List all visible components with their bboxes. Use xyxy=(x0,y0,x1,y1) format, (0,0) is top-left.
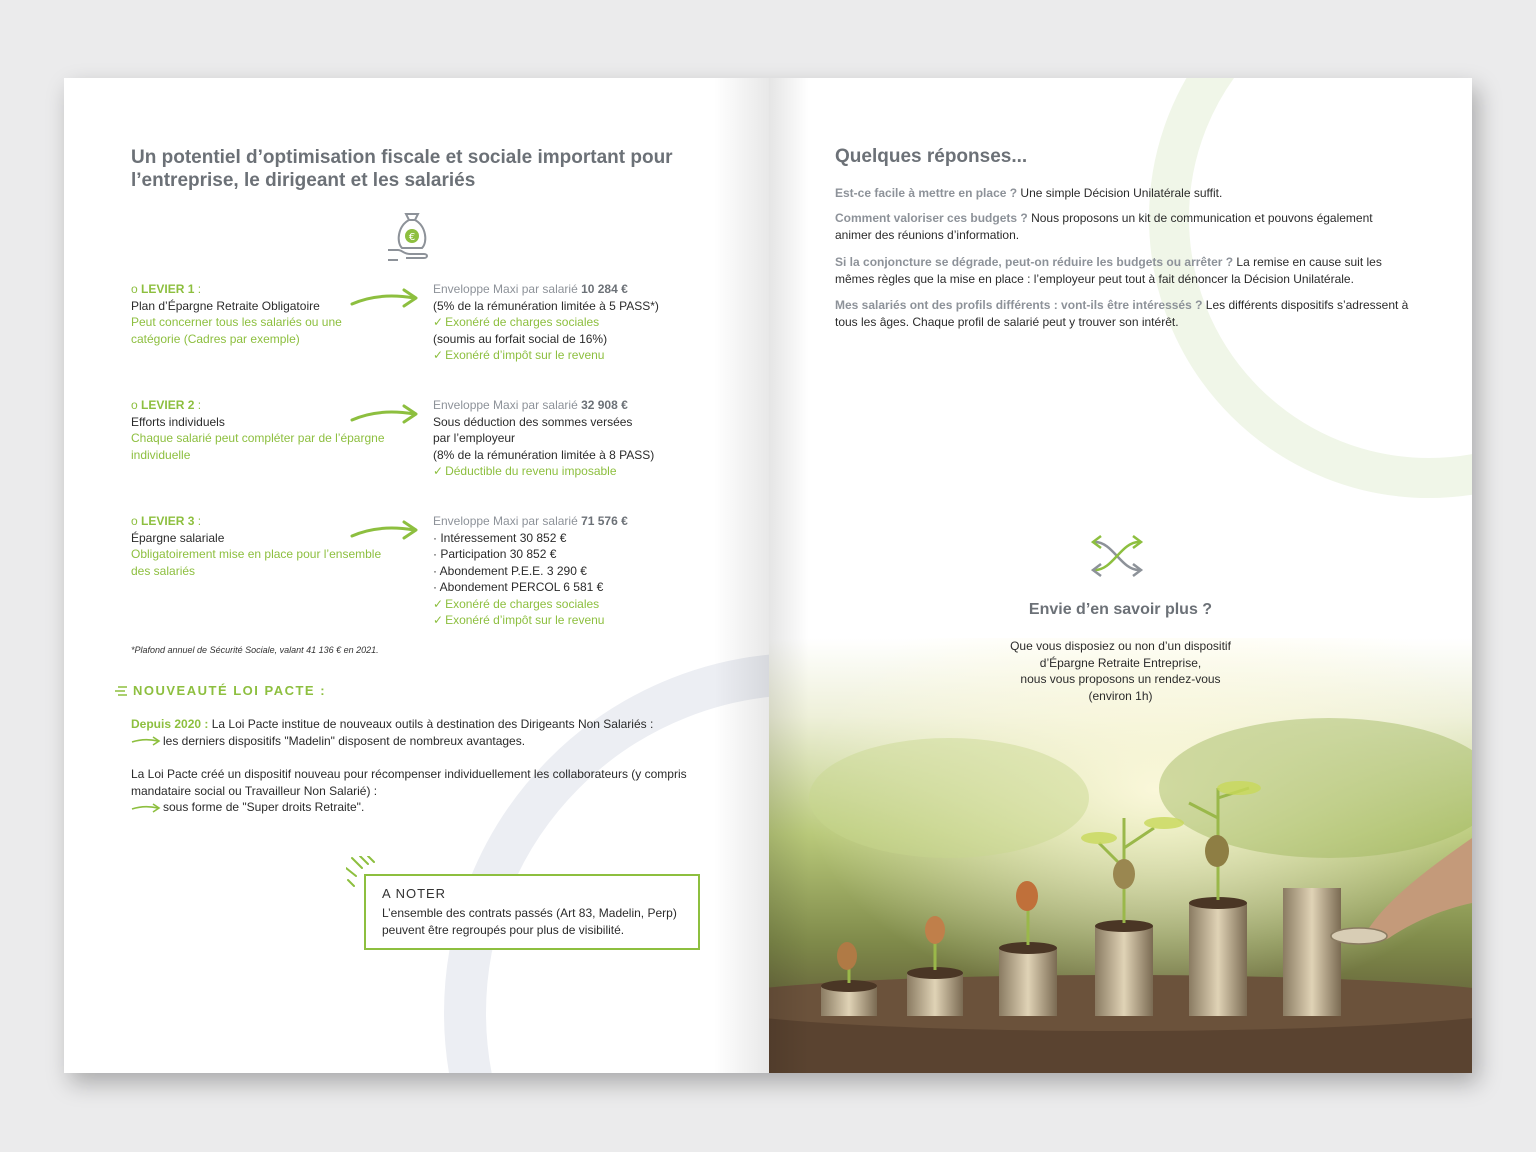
left-page xyxy=(64,78,769,1073)
footnote: *Plafond annuel de Sécurité Sociale, valant 41 136 € en 2021. xyxy=(131,645,379,655)
svg-text:€: € xyxy=(408,232,416,243)
note-box xyxy=(364,874,700,950)
checkmark-line: ✓ Exonéré de charges sociales xyxy=(433,596,733,613)
arrow-icon xyxy=(131,803,161,813)
shuffle-arrows-icon xyxy=(1091,534,1147,578)
lever-1-info: o LEVIER 1 : Plan d’Épargne Retraite Obligatoire Peut concerner tous les salariés ou une catégorie (Cadres par exemple) xyxy=(131,281,391,347)
cta-body: Que vous disposiez ou non d’un dispositif d’Épargne Retraite Entreprise, nous vous proposons un rendez-vous (environ 1h) xyxy=(1010,639,1231,703)
page-title: Quelques réponses... xyxy=(835,146,1028,167)
checkmark-line: ✓ Exonéré de charges sociales xyxy=(433,314,733,331)
page-title: Un potentiel d’optimisation fiscale et sociale important pour l’entreprise, le dirigeant et les salariés xyxy=(131,147,673,191)
arrow-icon xyxy=(131,736,161,746)
arrow-icon xyxy=(350,402,420,426)
checkmark-line: ✓ Exonéré d’impôt sur le revenu xyxy=(433,347,733,364)
arrow-icon xyxy=(350,518,420,542)
cta-title: Envie d’en savoir plus ? xyxy=(1028,601,1213,618)
checkmark-line: ✓ Déductible du revenu imposable xyxy=(433,463,733,480)
lever-name: Efforts individuels xyxy=(131,414,225,429)
checkmark-line: ✓ Exonéré d’impôt sur le revenu xyxy=(433,612,733,629)
lever-label: LEVIER 1 xyxy=(141,282,195,296)
section-heading: NOUVEAUTÉ LOI PACTE : xyxy=(114,683,326,698)
lever-label: LEVIER 2 xyxy=(141,398,195,412)
qa-item: Est-ce facile à mettre en place ? Une simple Décision Unilatérale suffit. xyxy=(835,186,1223,200)
lever-name: Plan d’Épargne Retraite Obligatoire xyxy=(131,298,320,313)
pacte-paragraph-1: Depuis 2020 : La Loi Pacte institue de nouveaux outils à destination des Dirigeants Non Salariés : les derniers dispositifs "Madelin" disposent de nombreux avantages. xyxy=(131,717,654,748)
speed-lines-icon xyxy=(114,685,128,697)
money-bag-hand-icon xyxy=(384,208,440,264)
lever-3-envelope: Enveloppe Maxi par salarié 71 576 € · Intéressement 30 852 € · Participation 30 852 € · Abondement P.E.E. 3 290 € · Abondement PERCOL 6 581 € ✓ Exonéré de charges sociales ✓ Exonéré d’impôt sur le revenu xyxy=(433,513,733,629)
pacte-paragraph-2: La Loi Pacte créé un dispositif nouveau pour récompenser individuellement les collaborateurs (y compris mandataire social ou Travailleur Non Salarié) : sous forme de "Super droits Retraite". xyxy=(131,767,687,814)
note-title: A NOTER xyxy=(382,886,447,901)
lever-name: Épargne salariale xyxy=(131,530,225,545)
qa-item: Comment valoriser ces budgets ? Nous proposons un kit de communication et pouvons également animer des réunions d’information. xyxy=(835,211,1373,242)
lever-1-envelope: Enveloppe Maxi par salarié 10 284 € (5% de la rémunération limitée à 5 PASS*) ✓ Exonéré de charges sociales (soumis au forfait social de 16%) ✓ Exonéré d’impôt sur le revenu xyxy=(433,281,733,364)
decorative-arc xyxy=(1149,78,1472,498)
lever-label: LEVIER 3 xyxy=(141,514,195,528)
right-page xyxy=(769,78,1472,1073)
lever-description: Peut concerner tous les salariés ou une catégorie (Cadres par exemple) xyxy=(131,315,342,346)
lever-2-envelope: Enveloppe Maxi par salarié 32 908 € Sous déduction des sommes versées par l’employeur (8% de la rémunération limitée à 8 PASS) ✓ Déductible du revenu imposable xyxy=(433,397,733,480)
qa-item: Mes salariés ont des profils différents : vont-ils être intéressés ? Les différents dispositifs s’adressent à tous les âges. Chaque profil de salarié peut y trouver son intérêt. xyxy=(835,298,1409,329)
qa-item: Si la conjoncture se dégrade, peut-on réduire les budgets ou arrêter ? La remise en cause suit les mêmes règles que la mise en place : l’employeur peut tout à fait dénoncer la Décision Unilatérale. xyxy=(835,255,1382,286)
note-body: L’ensemble des contrats passés (Art 83, Madelin, Perp) peuvent être regroupés pour plus de visibilité. xyxy=(382,906,677,937)
lever-3-info: o LEVIER 3 : Épargne salariale Obligatoirement mise en place pour l’ensemble des salariés xyxy=(131,513,391,579)
lever-description: Chaque salarié peut compléter par de l’épargne individuelle xyxy=(131,431,385,462)
lever-description: Obligatoirement mise en place pour l’ensemble des salariés xyxy=(131,547,382,578)
brochure-spread xyxy=(64,78,1472,1073)
arrow-icon xyxy=(350,286,420,310)
lever-2-info: o LEVIER 2 : Efforts individuels Chaque salarié peut compléter par de l’épargne individuelle xyxy=(131,397,391,463)
